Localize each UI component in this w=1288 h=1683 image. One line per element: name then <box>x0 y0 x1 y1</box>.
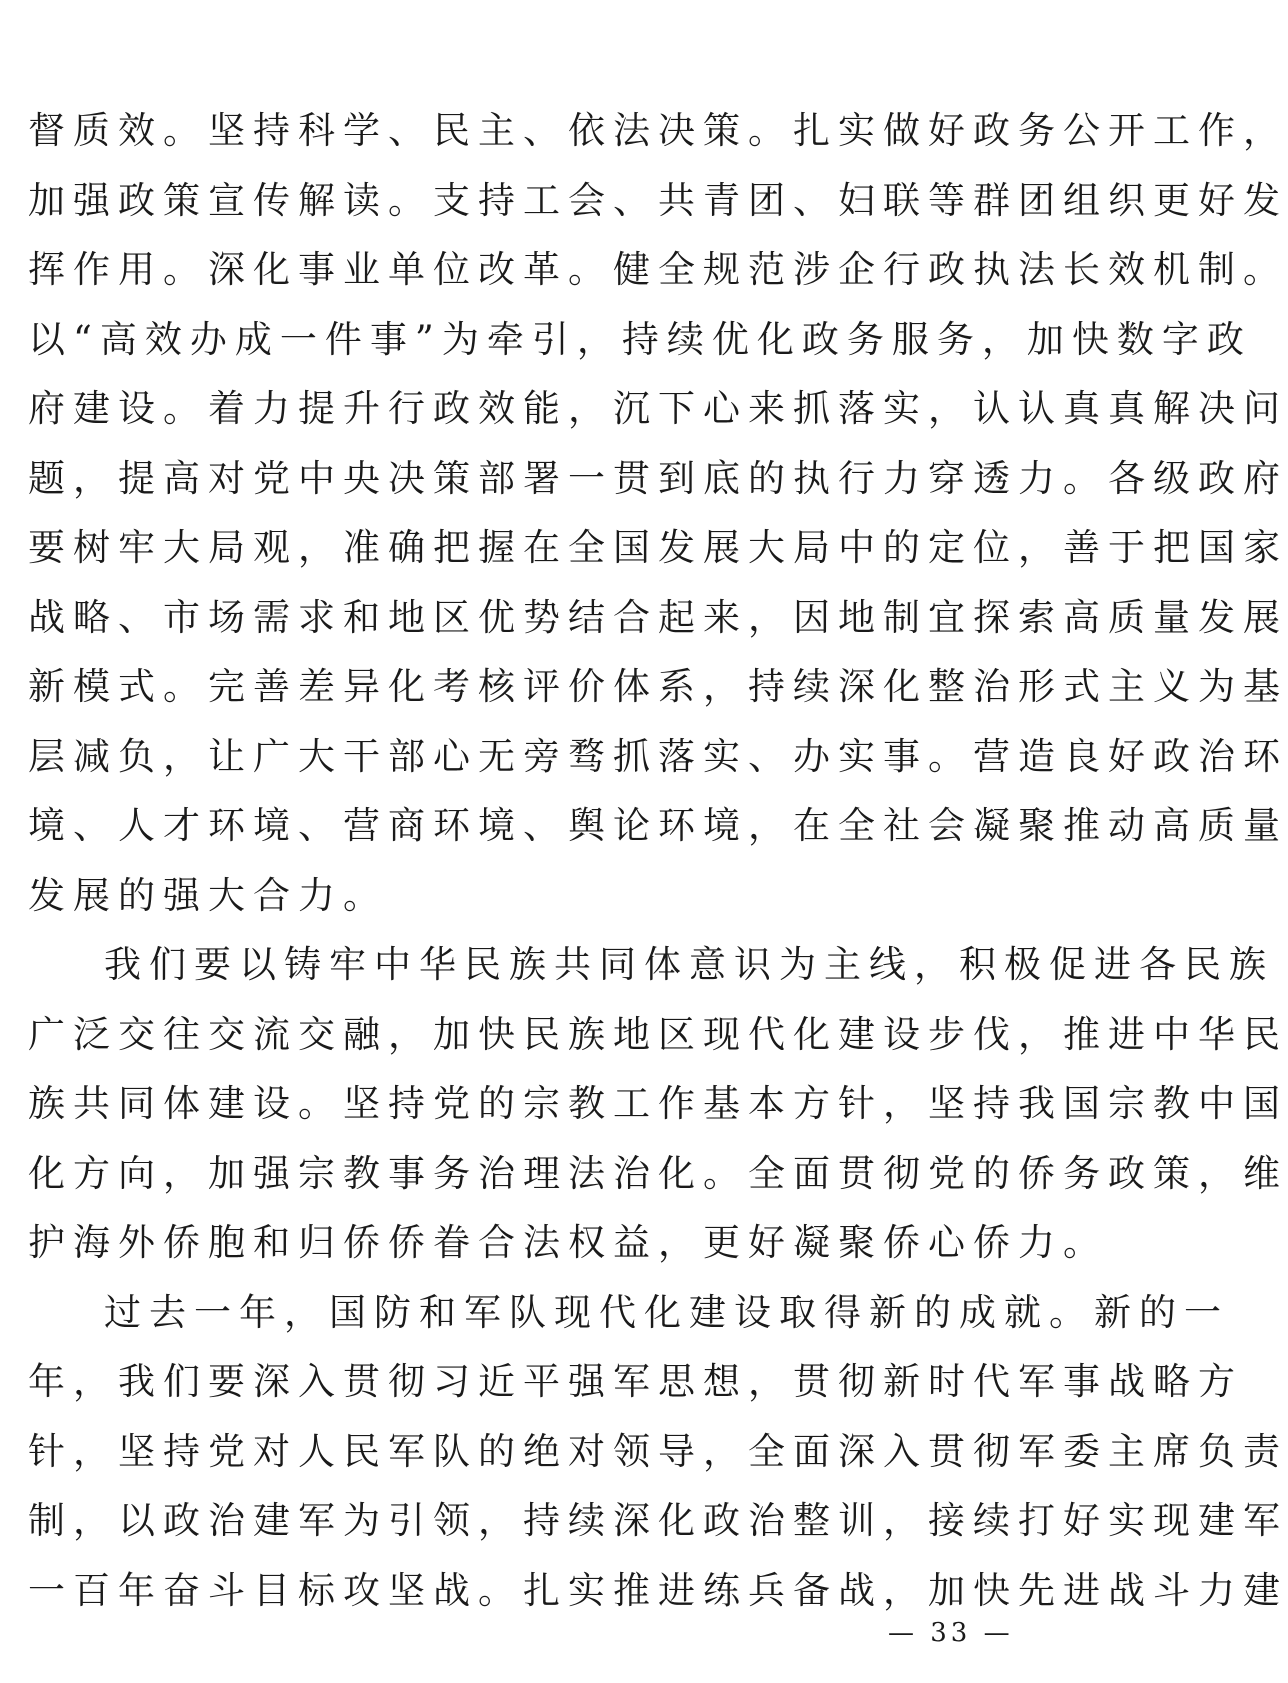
text-line: 以“高效办成一件事”为牵引，持续优化政务服务，加快数字政 <box>28 317 1252 361</box>
text-line: 战略、市场需求和地区优势结合起来，因地制宜探索高质量发展 <box>28 595 1288 639</box>
paragraph-2 <box>28 930 1288 1278</box>
page-number: — 33 — <box>888 1618 1014 1648</box>
text-line: 化方向，加强宗教事务治理法治化。全面贯彻党的侨务政策，维 <box>28 1151 1288 1195</box>
text-line: 题，提高对党中央决策部署一贯到底的执行力穿透力。各级政府 <box>28 456 1288 500</box>
text-line: 要树牢大局观，准确把握在全国发展大局中的定位，善于把国家 <box>28 526 1288 569</box>
text-line: 督质效。坚持科学、民主、依法决策。扎实做好政务公开工作， <box>28 109 1288 152</box>
text-line: 发展的强大合力。 <box>28 873 388 917</box>
text-line-indented: 我们要以铸牢中华民族共同体意识为主线，积极促进各民族 <box>104 943 1274 986</box>
text-line: 针，坚持党对人民军队的绝对领导，全面深入贯彻军委主席负责 <box>28 1429 1288 1473</box>
text-line: 族共同体建设。坚持党的宗教工作基本方针，坚持我国宗教中国 <box>28 1082 1288 1125</box>
document-body <box>28 96 1288 1625</box>
paragraph-1 <box>28 96 1288 930</box>
text-line: 广泛交往交流交融，加快民族地区现代化建设步伐，推进中华民 <box>28 1012 1288 1056</box>
text-line-indented: 过去一年，国防和军队现代化建设取得新的成就。新的一 <box>104 1290 1229 1334</box>
text-line: 年，我们要深入贯彻习近平强军思想，贯彻新时代军事战略方 <box>28 1360 1243 1403</box>
text-line: 府建设。着力提升行政效能，沉下心来抓落实，认认真真解决问 <box>28 387 1288 430</box>
text-line: 新模式。完善差异化考核评价体系，持续深化整治形式主义为基 <box>28 665 1288 708</box>
text-line: 境、人才环境、营商环境、舆论环境，在全社会凝聚推动高质量 <box>28 804 1288 847</box>
text-line: 护海外侨胞和归侨侨眷合法权益，更好凝聚侨心侨力。 <box>28 1221 1108 1264</box>
text-line: 加强政策宣传解读。支持工会、共青团、妇联等群团组织更好发 <box>28 178 1288 222</box>
text-line: 层减负，让广大干部心无旁骛抓落实、办实事。营造良好政治环 <box>28 734 1288 778</box>
paragraph-3 <box>28 1278 1288 1626</box>
text-line: 挥作用。深化事业单位改革。健全规范涉企行政执法长效机制。 <box>28 248 1288 291</box>
text-line: 制，以政治建军为引领，持续深化政治整训，接续打好实现建军 <box>28 1499 1288 1542</box>
text-line: 一百年奋斗目标攻坚战。扎实推进练兵备战，加快先进战斗力建 <box>28 1568 1288 1612</box>
